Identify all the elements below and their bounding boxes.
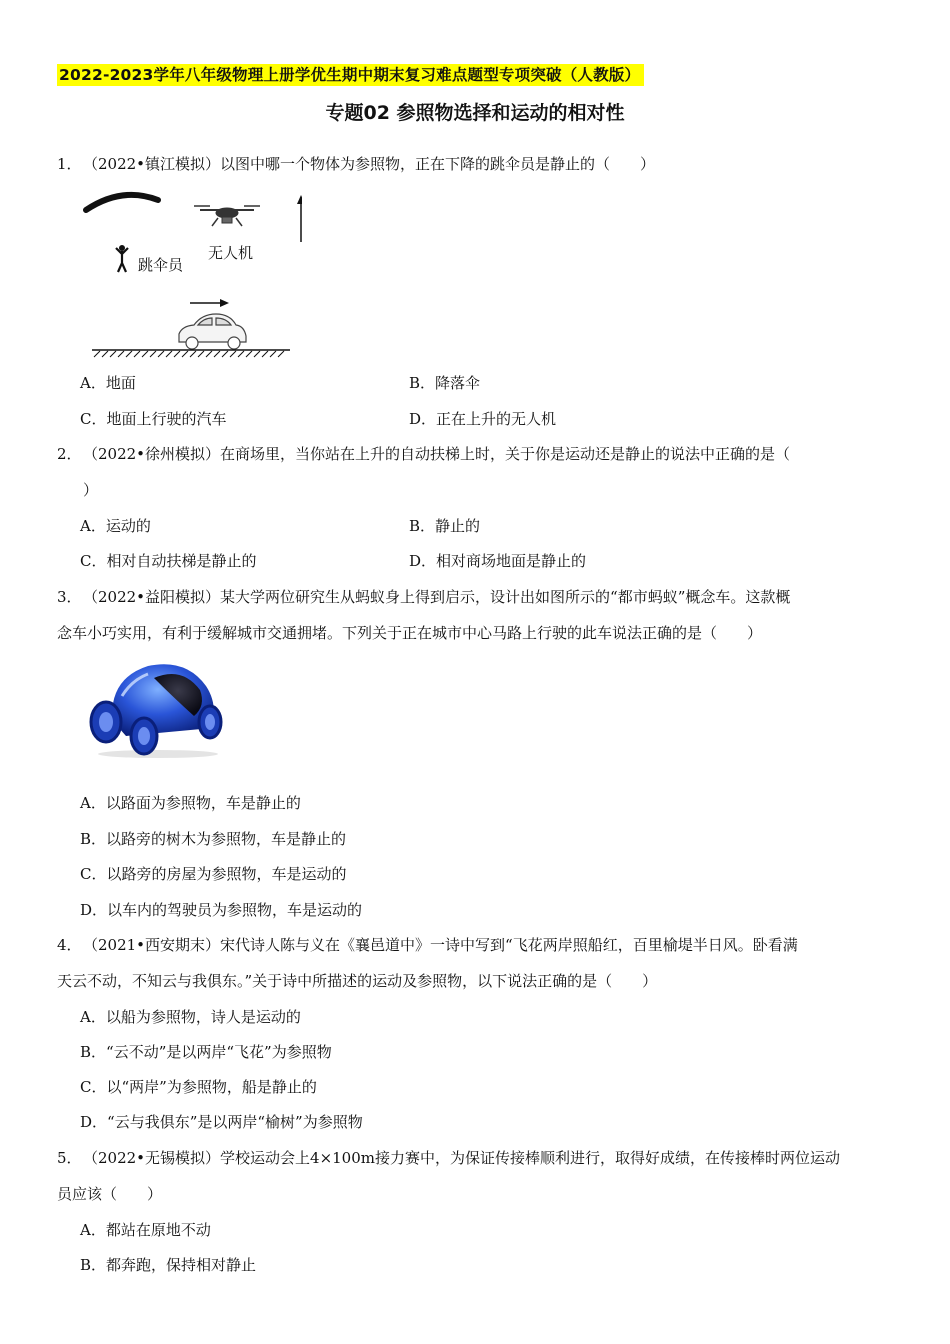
series-title: 2022-2023学年八年级物理上册学优生期中期末复习难点题型专项突破（人教版） <box>57 64 644 86</box>
question-number: 5． <box>57 1149 82 1167</box>
question-number: 3． <box>57 588 82 606</box>
question-4 <box>57 927 895 999</box>
question-2-option-d: D．相对商场地面是静止的 <box>409 552 587 570</box>
question-3-option-b: B．以路旁的树木为参照物，车是静止的 <box>80 830 347 848</box>
parachute-canopy <box>86 195 158 210</box>
question-text-cont: ） <box>83 481 99 499</box>
question-5-option-a: A．都站在原地不动 <box>80 1221 211 1239</box>
question-1-option-a: A．地面 <box>80 374 136 392</box>
question-text: 某大学两位研究生从蚂蚁身上得到启示，设计出如图所示的“都市蚂蚁”概念车。这款概 <box>220 588 791 606</box>
question-text-cont: 员应该（ ） <box>57 1185 163 1203</box>
question-5 <box>57 1140 895 1212</box>
drone-label: 无人机 <box>208 244 254 262</box>
question-1-option-b: B．降落伞 <box>409 374 481 392</box>
ground-icon <box>92 350 290 357</box>
parachutist-label: 跳伞员 <box>138 256 184 274</box>
question-text: 宋代诗人陈与义在《襄邑道中》一诗中写到“飞花两岸照船红，百里榆堤半日风。卧看满 <box>220 936 798 954</box>
document-title: 专题02 参照物选择和运动的相对性 <box>325 102 625 124</box>
question-3-option-c: C．以路旁的房屋为参照物，车是运动的 <box>80 865 347 883</box>
question-source: （2021•西安期末） <box>83 936 221 954</box>
question-2-option-c: C．相对自动扶梯是静止的 <box>80 552 257 570</box>
parachutist-icon <box>116 245 128 272</box>
question-source: （2022•无锡模拟） <box>83 1149 221 1167</box>
question-4-option-b: B．“云不动”是以两岸“飞花”为参照物 <box>80 1043 332 1061</box>
question-1 <box>57 146 895 182</box>
question-4-option-c: C．以“两岸”为参照物，船是静止的 <box>80 1078 317 1096</box>
arrow-right-icon <box>190 299 229 307</box>
parachute-scene-figure <box>82 186 302 358</box>
question-3 <box>57 579 895 651</box>
question-2-option-a: A．运动的 <box>80 517 151 535</box>
question-source: （2022•镇江模拟） <box>83 155 221 173</box>
question-4-option-a: A．以船为参照物，诗人是运动的 <box>80 1008 301 1026</box>
wheel-icon <box>199 706 221 738</box>
question-1-option-c: C．地面上行驶的汽车 <box>80 410 227 428</box>
ant-concept-car-figure <box>82 656 226 760</box>
question-1-option-d: D．正在上升的无人机 <box>409 410 557 428</box>
question-3-option-a: A．以路面为参照物，车是静止的 <box>80 794 301 812</box>
question-4-option-d: D．“云与我俱东”是以两岸“榆树”为参照物 <box>80 1113 363 1131</box>
arrow-up-icon <box>297 195 302 242</box>
drone-icon <box>194 206 260 226</box>
car-icon <box>179 314 246 349</box>
question-text-cont: 天云不动，不知云与我俱东。”关于诗中所描述的运动及参照物，以下说法正确的是（ ） <box>57 972 658 990</box>
question-text: 以图中哪一个物体为参照物，正在下降的跳伞员是静止的（ ） <box>220 155 656 173</box>
question-2-option-b: B．静止的 <box>409 517 481 535</box>
question-number: 2． <box>57 445 82 463</box>
question-number: 1． <box>57 155 82 173</box>
question-source: （2022•益阳模拟） <box>83 588 221 606</box>
question-5-option-b: B．都奔跑，保持相对静止 <box>80 1256 257 1274</box>
question-text: 在商场里，当你站在上升的自动扶梯上时，关于你是运动还是静止的说法中正确的是（ <box>220 445 791 463</box>
question-text-cont: 念车小巧实用，有利于缓解城市交通拥堵。下列关于正在城市中心马路上行驶的此车说法正确的是（ ） <box>57 624 763 642</box>
question-number: 4． <box>57 936 82 954</box>
question-source: （2022•徐州模拟） <box>83 445 221 463</box>
question-text: 学校运动会上4×100m接力赛中，为保证传接棒顺利进行，取得好成绩，在传接棒时两位运动 <box>220 1149 841 1167</box>
wheel-icon <box>131 718 157 754</box>
question-2 <box>57 436 895 508</box>
wheel-icon <box>91 702 121 742</box>
question-3-option-d: D．以车内的驾驶员为参照物，车是运动的 <box>80 901 363 919</box>
